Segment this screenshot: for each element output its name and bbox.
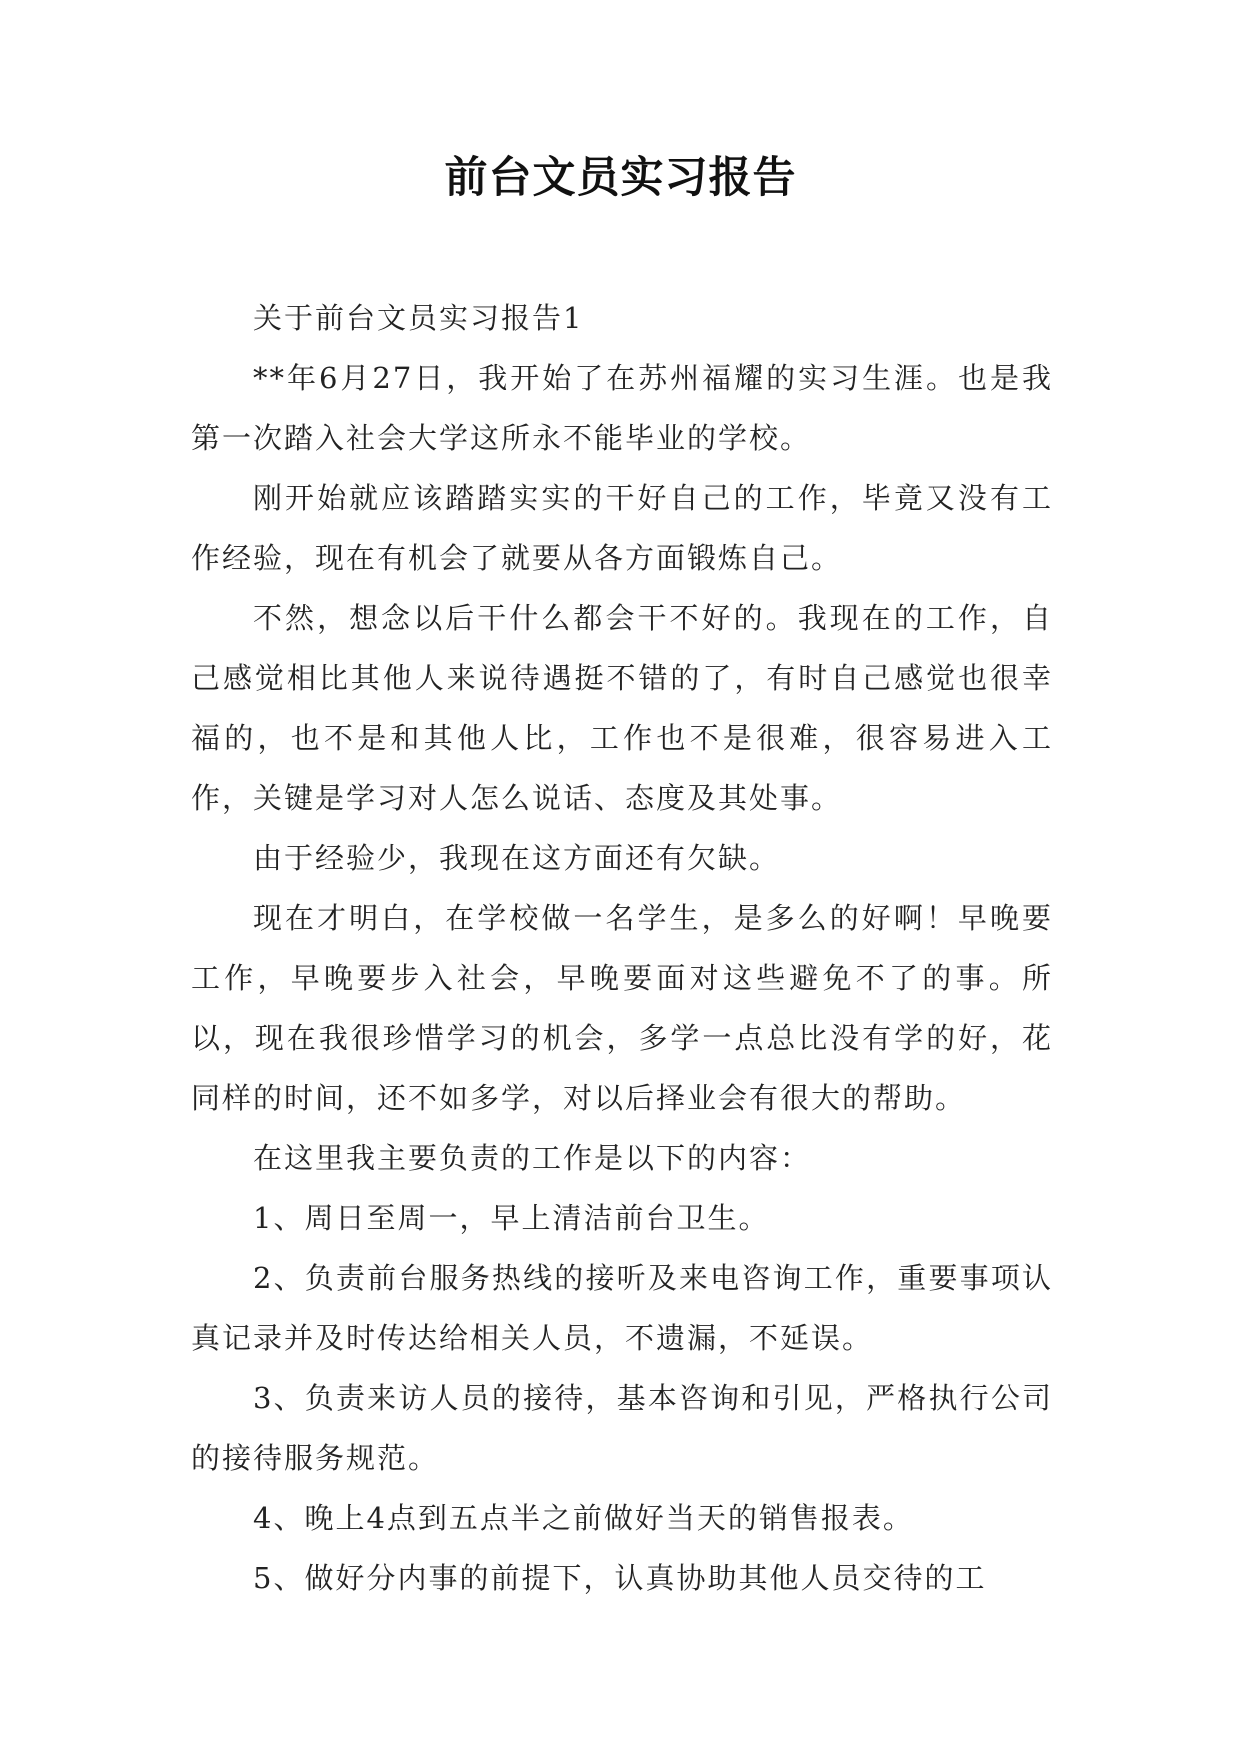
paragraph: 由于经验少，我现在这方面还有欠缺。 xyxy=(253,841,781,875)
list-item: 2、负责前台服务热线的接听及来电咨询工作，重要事项认真记录并及时传达给相关人员，不遗漏，不延误。 xyxy=(191,1261,1053,1355)
document-body xyxy=(191,288,1053,1608)
paragraph: 在这里我主要负责的工作是以下的内容： xyxy=(253,1141,812,1175)
paragraph: 不然，想念以后干什么都会干不好的。我现在的工作，自己感觉相比其他人来说待遇挺不错的了，有时自己感觉也很幸福的，也不是和其他人比，工作也不是很难，很容易进入工作，关键是学习对人怎么说话、态度及其处事。 xyxy=(191,601,1053,815)
paragraph: 现在才明白，在学校做一名学生，是多么的好啊！早晚要工作，早晚要步入社会，早晚要面对这些避免不了的事。所以，现在我很珍惜学习的机会，多学一点总比没有学的好，花同样的时间，还不如多学，对以后择业会有很大的帮助。 xyxy=(191,901,1053,1115)
list-item: 1、周日至周一，早上清洁前台卫生。 xyxy=(253,1201,770,1235)
paragraph-heading: 关于前台文员实习报告1 xyxy=(253,301,584,335)
list-item: 5、做好分内事的前提下，认真协助其他人员交待的工 xyxy=(253,1561,987,1595)
list-item: 4、晚上4点到五点半之前做好当天的销售报表。 xyxy=(253,1501,914,1535)
paragraph: **年6月27日，我开始了在苏州福耀的实习生涯。也是我第一次踏入社会大学这所永不能毕业的学校。 xyxy=(191,361,1053,455)
document-title: 前台文员实习报告 xyxy=(444,153,797,203)
paragraph: 刚开始就应该踏踏实实的干好自己的工作，毕竟又没有工作经验，现在有机会了就要从各方面锻炼自己。 xyxy=(191,481,1053,575)
list-item: 3、负责来访人员的接待，基本咨询和引见，严格执行公司的接待服务规范。 xyxy=(191,1381,1053,1475)
